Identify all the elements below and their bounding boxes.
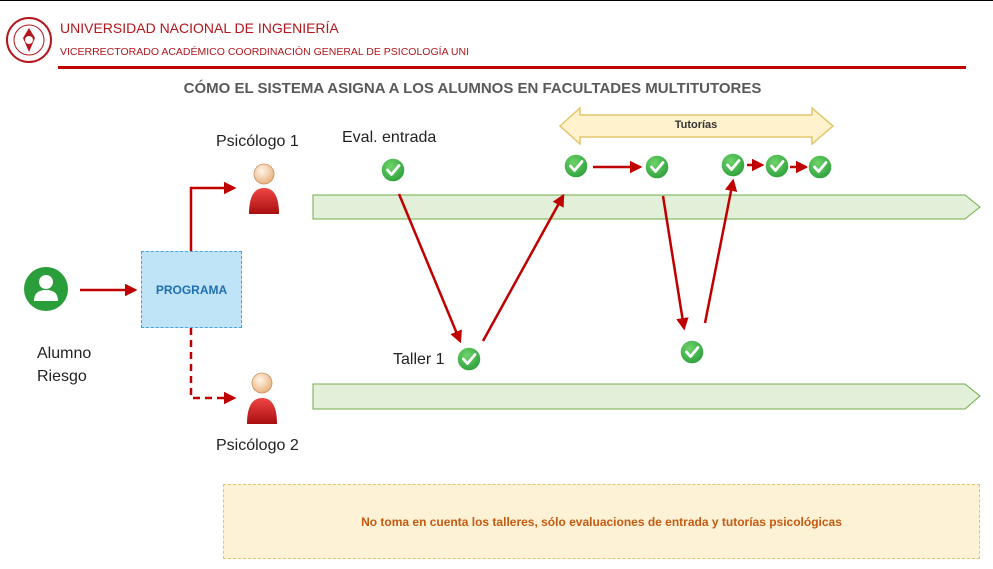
psychologist-2-icon bbox=[247, 373, 277, 424]
note-text: No toma en cuenta los talleres, sólo evaluaciones de entrada y tutorías psicológicas bbox=[361, 514, 842, 529]
check-icon-tutoria-5 bbox=[808, 155, 832, 179]
arrow-program-to-psychologist-1 bbox=[191, 188, 234, 251]
tutorias-label: Tutorías bbox=[674, 119, 718, 131]
workshop-label: Taller 1 bbox=[393, 351, 445, 368]
psychologist-1-label: Psicólogo 1 bbox=[216, 133, 299, 150]
psychologist-2-label: Psicólogo 2 bbox=[216, 437, 299, 454]
arrow-program-to-psychologist-2 bbox=[191, 328, 234, 398]
program-label: PROGRAMA bbox=[155, 282, 228, 297]
student-label-line1: Alumno bbox=[37, 345, 92, 362]
program-box bbox=[141, 251, 242, 328]
check-icon-tutoria-3 bbox=[721, 153, 745, 177]
check-icon-tutoria-4 bbox=[765, 154, 789, 178]
note-box bbox=[223, 484, 980, 559]
timeline-psychologist-1 bbox=[313, 195, 980, 219]
eval-label: Eval. entrada bbox=[342, 129, 437, 146]
check-icon-eval bbox=[381, 158, 405, 182]
timeline-psychologist-2 bbox=[313, 384, 980, 409]
check-icon-tutoria-2 bbox=[645, 155, 669, 179]
diagram-title: CÓMO EL SISTEMA ASIGNA A LOS ALUMNOS EN FACULTADES MULTITUTORES bbox=[183, 80, 762, 97]
student-label-line2: Riesgo bbox=[37, 368, 87, 385]
student-icon bbox=[24, 267, 68, 311]
check-icon-workshop bbox=[457, 347, 481, 371]
header-subtitle: VICERRECTORADO ACADÉMICO COORDINACIÓN GENERAL DE PSICOLOGÍA UNI bbox=[60, 46, 469, 58]
check-icon-tutoria-1 bbox=[564, 154, 588, 178]
check-icon-tutoria-low bbox=[680, 340, 704, 364]
header-title: UNIVERSIDAD NACIONAL DE INGENIERÍA bbox=[60, 20, 339, 36]
psychologist-1-icon bbox=[249, 164, 279, 214]
